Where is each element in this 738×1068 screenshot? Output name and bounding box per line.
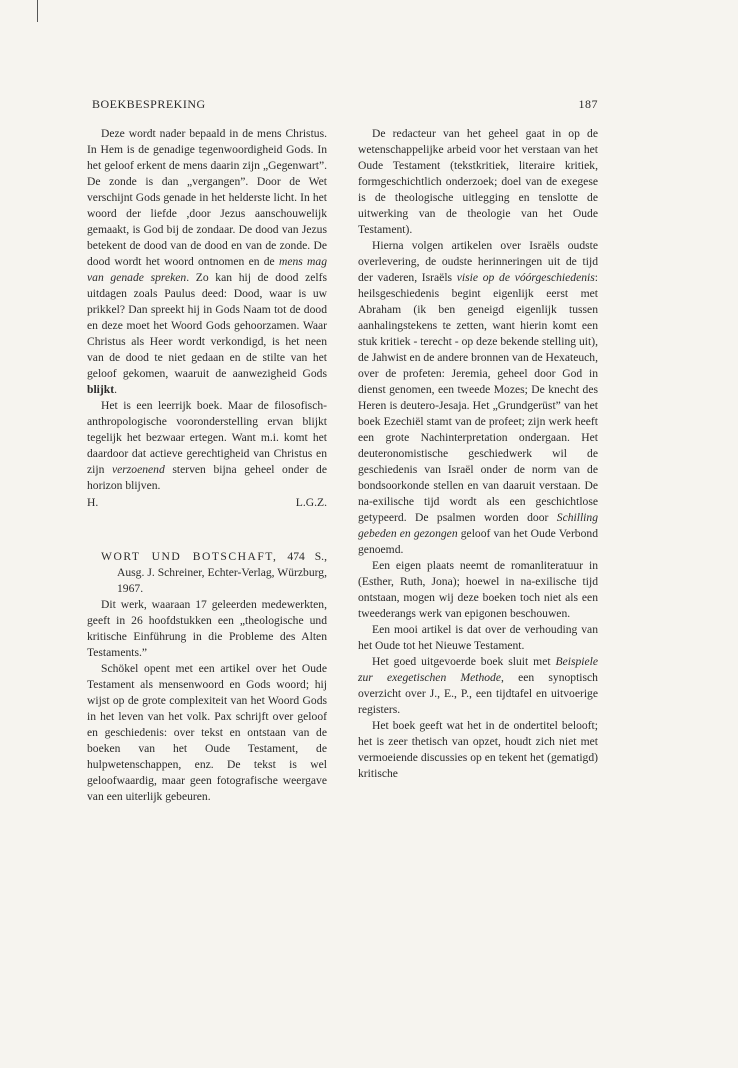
book-reference bbox=[87, 549, 327, 597]
page-number: 187 bbox=[578, 97, 598, 111]
reviewer-initials: L.G.Z. bbox=[295, 496, 327, 509]
paragraph: De redacteur van het geheel gaat in op de wetenschappelijke arbeid voor het verstaan van het Oude Testament (tekstkritiek, literaire kritiek, formgeschichtlich onderzoek; doel van de exegese is de theologische uitlegging en tenslotte de uitwerking van de theologie van het Oude Testament). bbox=[358, 127, 598, 236]
paragraph: Deze wordt nader bepaald in de mens Christus. In Hem is de genadige tegenwoordigheid Gods. In het geloof erkent de mens daarin zijn „Gegenwart”. De zonde is dan „vergangen”. Door de Wet verschijnt Gods genade in het helderste licht. In het woord der liefde ,door Jezus aanschouwelijk gemaakt, is God bij de zondaar. De dood van Jezus betekent de dood van de dood en van de zonde. De dood wordt het woord ontnomen en de mens mag van genade spreken. Zo kan hij de dood zelfs uitdagen zoals Paulus deed: Dood, waar is uw prikkel? Dan spreekt hij in Gods Naam tot de dood en deze moet het Woord Gods gehoorzamen. Waar Christus als Heer wordt verkondigd, is het neen van de dood te niet gedaan en de stilte van het geloof gekomen, waaruit de aanwezigheid Gods blijkt. bbox=[87, 127, 327, 396]
right-column bbox=[358, 126, 598, 782]
paragraph: Een mooi artikel is dat over de verhouding van het Oude tot het Nieuwe Testament. bbox=[358, 623, 598, 652]
page-edge-line bbox=[37, 0, 38, 22]
paragraph: Het boek geeft wat het in de ondertitel belooft; het is zeer thetisch van opzet, houdt zich niet met vermoeiende discussies op en tekent het (gematigd) kritische bbox=[358, 719, 598, 780]
book-title: WORT UND BOTSCHAFT, bbox=[101, 550, 278, 563]
paragraph: Het is een leerrijk boek. Maar de filosofisch-anthropologische vooronderstelling ervan blijkt tegelijk het bezwaar ertegen. Want m.i. komt het daardoor dat actieve gerechtigheid van Christus en zijn verzoenend sterven bijna geheel onder de horizon blijven. bbox=[87, 399, 327, 492]
paragraph: Dit werk, waaraan 17 geleerden medewerkten, geeft in 26 hoofdstukken een „theologische und kritische Einführung in die Probleme des Alten Testaments.” bbox=[87, 598, 327, 659]
paragraph: Het goed uitgevoerde boek sluit met Beispiele zur exegetischen Methode, een synoptisch overzicht over J., E., P., een tijdtafel en uitvoerige registers. bbox=[358, 655, 598, 716]
signature-initial: H. bbox=[87, 496, 99, 509]
paragraph: Schökel opent met een artikel over het Oude Testament als mensenwoord en Gods woord; hij wijst op de grote complexiteit van het Woord Gods in het leven van het volk. Pax schrijft over geloof en geschiedenis: over tekst en ontstaan van de boeken van het Oude Testament, de hulpwetenschappen, enz. De tekst is wel geloofwaardig, maar geen fotografische weergave van een uiterlijk gebeuren. bbox=[87, 662, 327, 803]
section-title: BOEKBESPREKING bbox=[92, 97, 206, 111]
reviewer-signature bbox=[87, 495, 327, 511]
left-column bbox=[87, 126, 327, 805]
paragraph: Een eigen plaats neemt de romanliteratuur in (Esther, Ruth, Jona); hoewel in na-exilische tijd ontstaan, mogen wij deze boeken toch niet als een tweederangs werk van epigonen beschouwen. bbox=[358, 559, 598, 620]
paragraph: Hierna volgen artikelen over Israëls oudste overlevering, de oudste herinneringen uit de tijd der vaderen, Israëls visie op de vóórgeschiedenis: heilsgeschiedenis begint eigenlijk eerst met Abraham (ik ben geneigd eigenlijk tussen aanhalingstekens te zetten, want hierin komt een stuk kritiek - terecht - op deze bekende stelling uit), de Jahwist en de andere bronnen van de Hexateuch, over de profeten: Jeremia, geheel door God in dienst genomen, een tweede Mozes; De knecht des Heren is deutero-Jesaja. Het „Grundgerüst” van het boek Ezechiël stamt van de profeet; zijn werk heeft een grote Nachinterpretation ondergaan. Het deuteronomistische geschiedwerk wil de geschiedenis van Israël onder de norm van de bondsoorkonde stellen en van daaruit verstaan. De na-exilische tijd wordt als een geschichtlose getypeerd. De psalmen worden door Schilling gebeden en gezongen geloof van het Oude Verbond genoemd. bbox=[358, 239, 598, 556]
book-details: 474 S., Ausg. J. Schreiner, Echter-Verlag, Würzburg, 1967. bbox=[117, 550, 327, 595]
page-header bbox=[92, 97, 598, 112]
